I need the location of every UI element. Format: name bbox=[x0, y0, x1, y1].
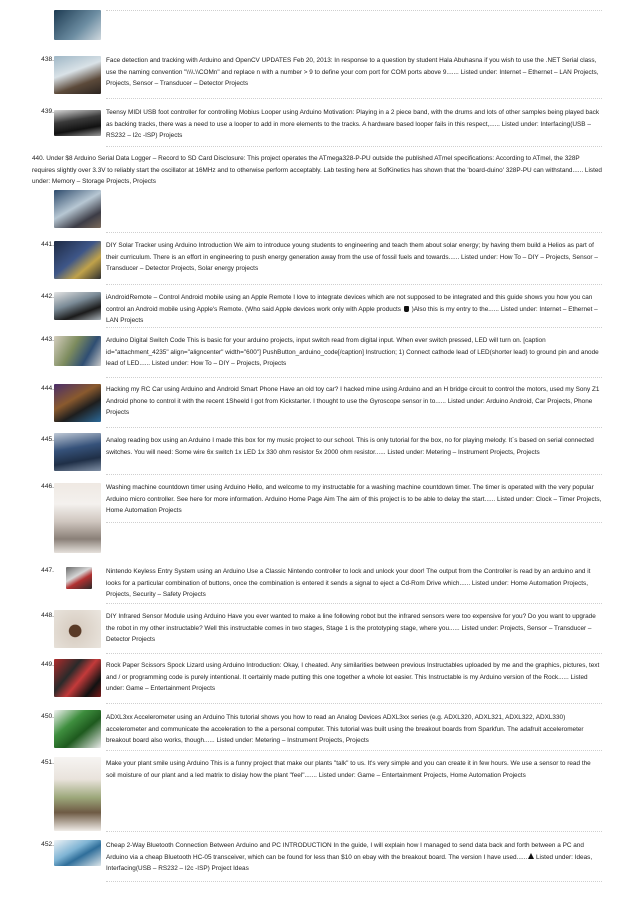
entry-number: 451. bbox=[41, 759, 54, 766]
entry-thumbnail[interactable] bbox=[54, 840, 101, 866]
entry-description[interactable]: Washing machine countdown timer using Arduino Hello, and welcome to my instructable for a washing machine countdown timer. The timer is operated with the very popular Arduino micro controller. See here for more information. Arduino Home Page Aim The aim of this project is to be able to delay the start...... Listed under: Clock – Timer Projects, Home Automation Projects bbox=[106, 484, 602, 515]
separator bbox=[106, 98, 602, 99]
entry-description[interactable]: Analog reading box using an Arduino I made this box for my music project to our school. This is only tutorial for the box, no for playing melody. It´s based on serial connected switches. You will need: Some wire 6x switch 1x LED 1x 330 ohm resistor 5x 2000 ohm resistor...... Listed under: Metering – Instrument Projects, Projects bbox=[106, 437, 594, 456]
entry-description[interactable]: Make your plant smile using Arduino This is a funny project that make our plants "talk" to us. It's very simple and you can create it in few hours. We use a sensor to read the soil moisture of our plant and a led matrix to dislay how the plant "feel"....... Listed under: Game – Entertainment Projects, Home Automation Projects bbox=[106, 760, 591, 779]
entry-number: 449. bbox=[41, 661, 54, 668]
entry-description[interactable]: Rock Paper Scissors Spock Lizard using Arduino Introduction: Okay, I cheated. Any similarities between previous Instructables uploaded by me and the graphics, pictures, text and / or programming code is purely intentional. It certainly made putting this one together a whole lot easier. This Instructable is my Arduino version of the Rock...... Listed under: Game – Entertainment Projects bbox=[106, 662, 600, 693]
entry-text: )Also this is my entry to the...... Listed under: Internet – Ethernet – LAN Projects bbox=[106, 305, 598, 325]
entry-description[interactable] bbox=[106, 840, 602, 875]
entry-text: Listed under: Ideas, Interfacing(USB – RS232 – I2c -ISP) Project Ideas bbox=[106, 853, 593, 873]
separator bbox=[106, 327, 602, 328]
entry-description[interactable] bbox=[106, 292, 602, 327]
separator bbox=[106, 750, 602, 751]
entry-description[interactable]: ADXL3xx Accelerometer using an Arduino This tutorial shows you how to read an Analog Devices ADXL3xx series (e.g. ADXL320, ADXL321, ADXL322, ADXL330) accelerometer and communicate the acceleration to the a personal computer. This tutorial was built using the breakout boards from Sparkfun. The adafruit accelerometer breakout board also works, though...... Listed under: Metering – Instrument Projects, Projects bbox=[106, 714, 584, 745]
separator bbox=[106, 10, 602, 11]
entry-thumbnail[interactable] bbox=[54, 710, 101, 748]
separator bbox=[106, 653, 602, 654]
entry-text: Cheap 2-Way Bluetooth Connection Between Arduino and PC INTRODUCTION In the guide, I will explain how I managed to send data back and forth between a PC and Arduino via a cheap Bluetooth HC-05 transceiver, which can be found for less than $10 on ebay with the breakout board. The version I have used...... bbox=[106, 842, 584, 861]
entry-number: 445. bbox=[41, 436, 54, 443]
entry-number: 448. bbox=[41, 612, 54, 619]
separator bbox=[106, 522, 602, 523]
entry-description[interactable]: Hacking my RC Car using Arduino and Android Smart Phone Have an old toy car? I hacked mine using Arduino and an H bridge circuit to control the motors, used my Sony Z1 Android phone to control it with the recent 1Sheeld I got from Kickstarter. I thought to use the Gyroscope sensor in to...... Listed under: Arduino Android, Car Projects, Phone Projects bbox=[106, 386, 600, 417]
separator bbox=[106, 881, 602, 882]
entry-number: 443. bbox=[41, 336, 54, 343]
entry-number: 450. bbox=[41, 713, 54, 720]
entry-number: 441. bbox=[41, 241, 54, 248]
entry-number: 440. bbox=[32, 155, 45, 162]
entry-description[interactable] bbox=[32, 153, 602, 188]
entry-thumbnail[interactable] bbox=[54, 433, 101, 471]
separator bbox=[106, 377, 602, 378]
entry-thumbnail[interactable] bbox=[54, 241, 101, 279]
entry-thumbnail[interactable] bbox=[54, 384, 101, 422]
entry-thumbnail[interactable] bbox=[54, 757, 101, 831]
separator bbox=[106, 284, 602, 285]
entry-number: 447. bbox=[41, 567, 54, 574]
entry-thumbnail-top[interactable] bbox=[54, 10, 101, 40]
entry-thumbnail[interactable] bbox=[54, 610, 101, 648]
entry-thumbnail[interactable] bbox=[54, 190, 101, 228]
entry-number: 442. bbox=[41, 293, 54, 300]
separator bbox=[106, 146, 602, 147]
entry-number: 444. bbox=[41, 385, 54, 392]
separator bbox=[106, 703, 602, 704]
entry-text: iAndroidRemote – Control Android mobile using an Apple Remote I love to integrate devices which are not supposed to be integrated and this guide shows you how you can control an Android mobile using Apple's Remote. (Who said Apple devices work only with Apple products bbox=[106, 294, 593, 313]
entry-thumbnail[interactable] bbox=[54, 483, 101, 553]
entry-thumbnail[interactable] bbox=[54, 292, 101, 320]
entry-description[interactable]: Nintendo Keyless Entry System using an Arduino Use a Classic Nintendo controller to lock and unlock your door! The output from the Controller is read by an arduino and it looks for a particular combination of buttons, once the combination is entered it sends a signal to eject a Cd-Rom Drive which...... Listed under: Home Automation Projects, Projects, Security – Safety Projects bbox=[106, 568, 591, 599]
entry-description[interactable]: DIY Infrared Sensor Module using Arduino Have you ever wanted to make a line following robot but the infrared sensors were too expensive for you? Do you want to upgrade the robot in my other instructable? Well this instructable comes in two stages, Stage 1 is the prototyping stage, where you...... Listed under: Projects, Sensor – Transducer – Detector Projects bbox=[106, 613, 596, 644]
entry-thumbnail[interactable] bbox=[54, 659, 101, 697]
entry-number: 439. bbox=[41, 108, 54, 115]
entry-thumbnail[interactable] bbox=[54, 56, 101, 94]
apple-icon bbox=[404, 306, 409, 312]
entry-description[interactable]: DIY Solar Tracker using Arduino Introduction We aim to introduce young students to engineering and teach them about solar energy; by having them build a Helios as part of their curriculum. There is an effort in engineering to push energy generation away from the use of fossil fuels and towards...... Listed under: How To – DIY – Projects, Sensor – Transducer – Detector Projects, Solar energy projects bbox=[106, 242, 598, 273]
separator bbox=[106, 232, 602, 233]
entry-thumbnail[interactable] bbox=[54, 336, 101, 366]
entry-number: 446. bbox=[41, 483, 54, 490]
separator bbox=[106, 831, 602, 832]
up-arrow-icon[interactable] bbox=[528, 853, 534, 859]
separator bbox=[106, 427, 602, 428]
entry-number: 452. bbox=[41, 841, 54, 848]
entry-text: Under $8 Arduino Serial Data Logger – Record to SD Card Disclosure: This project operates the ATmega328-P-PU outside the published ATmel specifications: According to ATmel, the 328P requires slightly over 3.3V to reliably start the oscillator at 16MHz and to otherwise perform acceptably. Lab testing here at SofKinetics has shown that the 'board-duino' 328P-PU can withstand...... Listed under: Memory – Storage Projects, Projects bbox=[32, 155, 602, 186]
entry-description[interactable]: Teensy MIDI USB foot controller for controlling Mobius Looper using Arduino Motivation: Playing in a 2 piece band, with the drums and lots of other samples being played back as backing tracks, there was a need to use a looper to add in more elements to the tracks. A hardware based looper fails in this respect,...... Listed under: Interfacing(USB – RS232 – I2c -ISP) Projects bbox=[106, 109, 600, 140]
entry-thumbnail[interactable] bbox=[54, 110, 101, 136]
separator bbox=[106, 474, 602, 475]
entry-description[interactable]: Arduino Digital Switch Code This is basic for your arduino projects, input switch read from digital input. When ever switch pressed, LED will turn on. [caption id="attachment_4235" align="aligncenter" width="600"] PushButton_arduino_code[/caption] Instruction; 1) Connect cathode lead of LED(shorter lead) to ground pin and anode lead of LED...... Listed under: How To – DIY – Projects, Projects bbox=[106, 337, 599, 368]
entry-thumbnail[interactable] bbox=[66, 567, 92, 589]
entry-description[interactable]: Face detection and tracking with Arduino and OpenCV UPDATES Feb 20, 2013: In response to a question by student Hala Abuhasna if you wish to use the .NET Serial class, use the naming convention "\\\\.\\COMn" and replace n with a number > 9 to define your com port for COM ports above 9....... Listed under: Internet – Ethernet – LAN Projects, Projects, Sensor – Transducer – Detector Projects bbox=[106, 57, 599, 88]
entry-number: 438. bbox=[41, 56, 54, 63]
separator bbox=[106, 603, 602, 604]
